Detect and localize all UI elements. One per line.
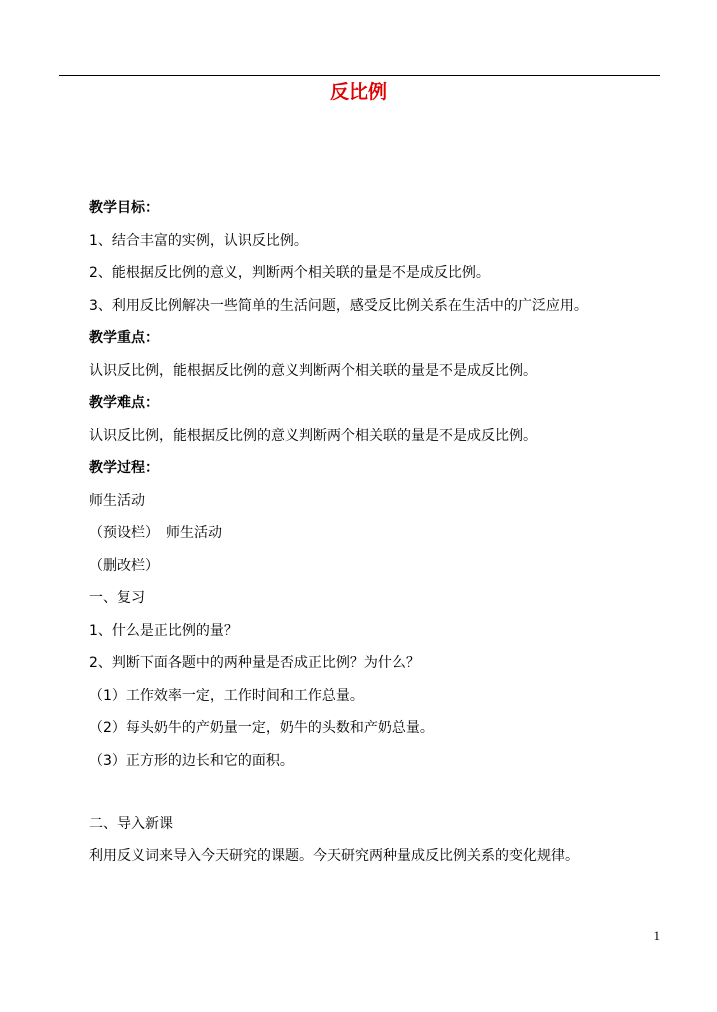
body-line: 师生活动 <box>89 492 145 509</box>
section-heading: 教学过程： <box>89 460 159 476</box>
body-line: 3、利用反比例解决一些简单的生活问题，感受反比例关系在生活中的广泛应用。 <box>89 297 588 314</box>
body-line: （3）正方形的边长和它的面积。 <box>89 752 294 769</box>
section-heading: 教学重点： <box>89 330 159 346</box>
page-number: 1 <box>653 928 660 943</box>
body-line: 二、导入新课 <box>89 815 173 832</box>
body-line: （2）每头奶牛的产奶量一定，奶牛的头数和产奶总量。 <box>89 720 434 736</box>
document-body <box>89 197 669 878</box>
body-line: 认识反比例，能根据反比例的意义判断两个相关联的量是不是成反比例。 <box>89 362 537 379</box>
body-line: 2、判断下面各题中的两种量是否成正比例？为什么？ <box>89 655 420 671</box>
header-rule <box>59 75 660 76</box>
section-heading: 教学难点： <box>89 395 159 411</box>
body-line: 利用反义词来导入今天研究的课题。今天研究两种量成反比例关系的变化规律。 <box>89 848 579 864</box>
body-line: （删改栏） <box>89 557 159 574</box>
body-line: 1、什么是正比例的量？ <box>89 622 238 639</box>
body-line: 2、能根据反比例的意义，判断两个相关联的量是不是成反比例。 <box>89 265 490 281</box>
body-line: （预设栏） 师生活动 <box>89 525 222 541</box>
body-line: 1、结合丰富的实例，认识反比例。 <box>89 232 308 249</box>
body-line: 一、复习 <box>89 590 145 606</box>
section-heading: 教学目标： <box>89 200 159 216</box>
document-title: 反比例 <box>329 81 387 103</box>
body-line: （1）工作效率一定，工作时间和工作总量。 <box>89 687 364 704</box>
body-line: 认识反比例，能根据反比例的意义判断两个相关联的量是不是成反比例。 <box>89 427 537 444</box>
